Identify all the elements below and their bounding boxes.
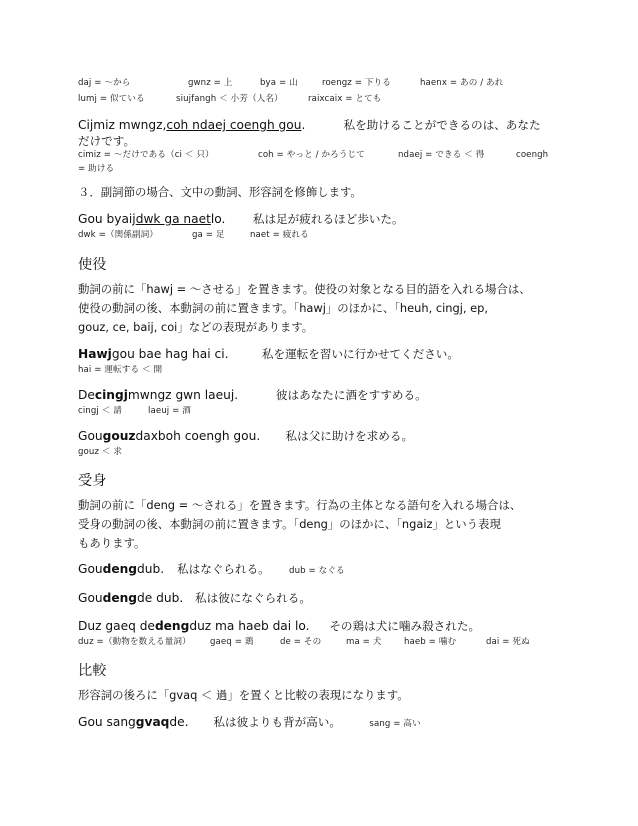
gloss-item: hai = 運転する ＜ 開 — [78, 365, 163, 375]
underlined-phrase: coh ndaej coengh gou — [166, 118, 302, 132]
passive-heading: 受身 — [78, 473, 107, 489]
keyword: cingj — [94, 388, 128, 402]
gloss-item: sang = 高い — [369, 719, 421, 729]
gloss-item: siujfangh ＜ 小芳（人名） — [176, 94, 283, 104]
paragraph-line: もあります。 — [78, 536, 146, 550]
gloss-item: haeb = 噛む — [404, 637, 457, 647]
example-text: lo. — [210, 212, 226, 226]
gloss-item: cingj ＜ 請 — [78, 406, 122, 416]
example-text: Gou — [78, 429, 103, 443]
gloss-line — [78, 404, 191, 416]
gloss-item: ndaej = できる ＜ 得 — [398, 150, 485, 160]
comparison-heading: 比較 — [78, 663, 107, 679]
gloss-item: = 助ける — [78, 164, 115, 174]
gloss-line — [78, 76, 503, 88]
paragraph-line: 受身の動詞の後、本動詞の前に置きます。「deng」のほかに、「ngaiz」という表現 — [78, 517, 501, 531]
translation: 私を運転を習いに行かせてください。 — [261, 347, 459, 361]
gloss-item: daj = ～から — [78, 78, 131, 88]
example-text: mwngz gwn laeuj. — [127, 388, 239, 402]
example-sentence — [78, 346, 459, 362]
underlined-phrase: dwk ga naet — [135, 212, 211, 226]
gloss-item: dub = なぐる — [289, 566, 345, 576]
example-text: Gou byaij — [78, 212, 136, 226]
gloss-line — [78, 148, 548, 160]
example-sentence — [78, 117, 541, 133]
translation: 私は足が疲れるほど歩いた。 — [252, 212, 404, 226]
keyword: deng — [102, 562, 138, 576]
example-text: Gou — [78, 591, 103, 605]
gloss-line — [78, 92, 381, 104]
translation: 私は彼になぐられる。 — [195, 591, 311, 605]
example-text: Cijmiz mwngz, — [78, 118, 167, 132]
gloss-line — [78, 635, 530, 647]
gloss-item: naet = 疲れる — [250, 230, 309, 240]
keyword: gvaq — [135, 715, 170, 729]
paragraph-line: 動詞の前に「deng = ～される」を置きます。行為の主体となる語句を入れる場合は、 — [78, 498, 522, 512]
paragraph-line: gouz, ce, baij, coi」などの表現があります。 — [78, 320, 314, 334]
keyword: deng — [102, 591, 138, 605]
translation-continued — [78, 133, 135, 149]
causative-heading: 使役 — [78, 257, 107, 273]
gloss-item: haenx = あの / あれ — [420, 78, 504, 88]
example-text: daxboh coengh gou. — [135, 429, 261, 443]
gloss-item: dai = 死ぬ — [486, 637, 530, 647]
translation: 私は彼よりも背が高い。 — [213, 715, 341, 729]
translation: 彼はあなたに酒をすすめる。 — [275, 388, 427, 402]
translation: 私はなぐられる。 — [177, 562, 270, 576]
example-text: Duz gaeq de — [78, 619, 155, 633]
example-sentence — [78, 561, 345, 577]
gloss-line — [78, 162, 114, 174]
gloss-item: de = その — [280, 637, 322, 647]
gloss-line — [78, 445, 122, 457]
example-text: duz ma haeb dai lo. — [189, 619, 310, 633]
example-sentence — [78, 714, 421, 730]
gloss-item: lumj = 似ている — [78, 94, 145, 104]
example-text: De — [78, 388, 95, 402]
example-sentence — [78, 387, 427, 403]
gloss-item: gaeq = 鶏 — [210, 637, 254, 647]
example-text: de. — [169, 715, 189, 729]
section-title: ３．副詞節の場合、文中の動詞、形容詞を修飾します。 — [78, 185, 362, 199]
example-text: dub. — [137, 562, 165, 576]
paragraph-line: 使役の動詞の後、本動詞の前に置きます。「hawj」のほかに、「heuh, cingj, ep, — [78, 301, 488, 315]
gloss-item: gouz ＜ 求 — [78, 447, 123, 457]
translation: その鶏は犬に噛み殺された。 — [329, 619, 481, 633]
example-text: Gou — [78, 562, 103, 576]
gloss-item: ga = 足 — [192, 230, 225, 240]
keyword: deng — [154, 619, 190, 633]
gloss-item: gwnz = 上 — [188, 78, 233, 88]
gloss-item: duz =（動物を数える量詞） — [78, 637, 191, 647]
gloss-item: coh = やっと / かろうじて — [258, 150, 365, 160]
gloss-item: cimiz = ～だけである（ci ＜ 只） — [78, 150, 214, 160]
translation: 私は父に助けを求める。 — [285, 429, 414, 443]
keyword: gouz — [102, 429, 136, 443]
keyword: Hawj — [78, 347, 112, 361]
paragraph-line: 動詞の前に「hawj = ～させる」を置きます。使役の対象となる目的語を入れる場合は、 — [78, 282, 531, 296]
gloss-item: roengz = 下りる — [322, 78, 391, 88]
gloss-line — [78, 363, 162, 375]
gloss-item: coengh — [516, 150, 549, 160]
translation: だけです。 — [78, 134, 136, 148]
gloss-item: dwk =（関係副詞） — [78, 230, 159, 240]
translation: 私を助けることができるのは、あなた — [343, 118, 541, 132]
example-text: Gou sang — [78, 715, 136, 729]
example-sentence — [78, 428, 413, 444]
gloss-item: raixcaix = とても — [308, 94, 382, 104]
example-sentence — [78, 211, 404, 227]
example-text: . — [301, 118, 306, 132]
gloss-item: laeuj = 酒 — [148, 406, 191, 416]
gloss-line — [78, 228, 309, 240]
gloss-item: ma = 犬 — [346, 637, 382, 647]
example-sentence — [78, 618, 480, 634]
example-sentence — [78, 590, 311, 606]
example-text: gou bae hag hai ci. — [111, 347, 229, 361]
gloss-item: bya = 山 — [260, 78, 298, 88]
example-text: de dub. — [137, 591, 184, 605]
paragraph-line: 形容詞の後ろに「gvaq ＜ 過」を置くと比較の表現になります。 — [78, 688, 409, 702]
